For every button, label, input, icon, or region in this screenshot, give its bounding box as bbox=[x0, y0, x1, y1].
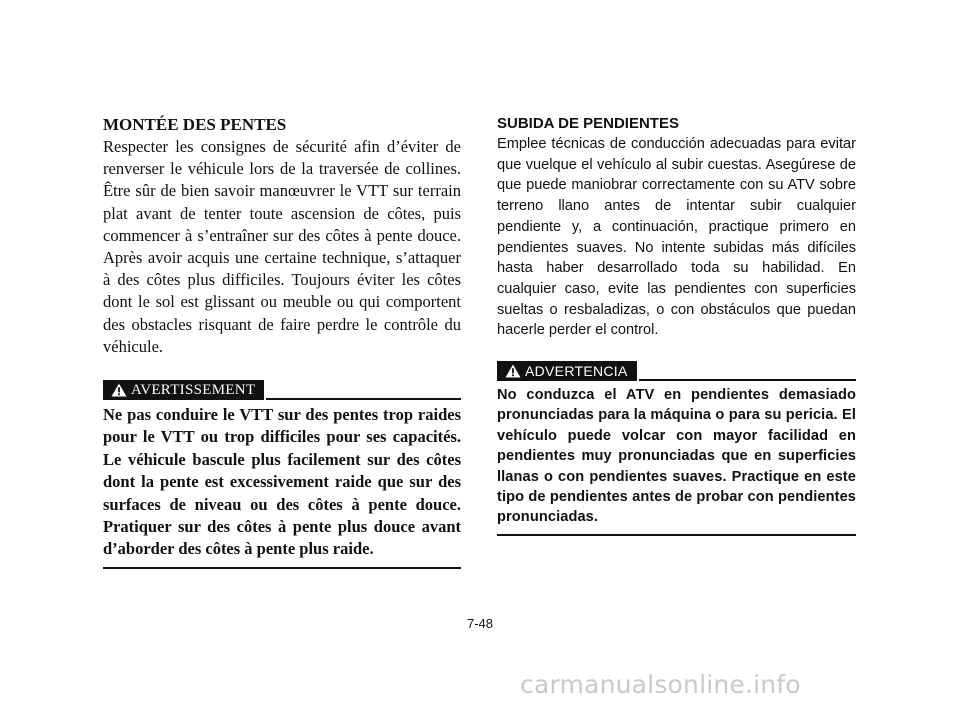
page-number: 7-48 bbox=[466, 616, 494, 631]
section-heading-es: SUBIDA DE PENDIENTES bbox=[497, 115, 679, 132]
warning-end-rule-es bbox=[497, 534, 856, 536]
warning-header-es bbox=[497, 359, 856, 381]
warning-header-rule-fr bbox=[266, 398, 461, 400]
warning-badge-fr bbox=[103, 380, 264, 400]
warning-label-es: ADVERTENCIA bbox=[525, 363, 628, 380]
warning-box-es bbox=[497, 359, 856, 536]
warning-triangle-icon bbox=[505, 364, 521, 378]
watermark: carmanualsonline.info bbox=[520, 670, 801, 699]
warning-text-fr: Ne pas conduire le VTT sur des pentes trop raides pour le VTT ou trop difficiles pour ses capacités. Le véhicule bascule plus facilement sur des côtes dont la pente est excessivement raide que sur des surfaces de niveau ou des côtes à pente douce. Pratiquer sur des côtes à pente plus douce avant d’aborder des côtes à pente plus raide. bbox=[103, 405, 461, 559]
warning-header-rule-es bbox=[639, 379, 856, 381]
warning-badge-es bbox=[497, 361, 637, 381]
warning-text-es: No conduzca el ATV en pendientes demasiado pronunciadas para la máquina o para su pericia. El vehículo puede volcar con mayor facilidad en pendientes muy pronunciadas que en superficies llanas o con pendientes suaves. Practique en este tipo de pendientes antes de probar con pendientes pronunciadas. bbox=[497, 387, 856, 526]
warning-box-fr bbox=[103, 378, 461, 569]
french-column bbox=[103, 114, 461, 569]
spanish-column bbox=[497, 114, 856, 536]
warning-end-rule-fr bbox=[103, 567, 461, 569]
section-heading-fr: MONTÉE DES PENTES bbox=[103, 115, 287, 134]
body-text-es: Emplee técnicas de conducción adecuadas para evitar que vuelque el vehículo al subir cuestas. Asegúrese de que puede maniobrar correctamente con su ATV sobre terreno llano antes de intentar subir cualquier pendiente y, a continuación, practique primero en pendientes suaves. No intente subidas más difíciles hasta haber desarrollado toda su habilidad. En cualquier caso, evite las pendientes con superficies sueltas o resbaladizas, o con obstáculos que puedan hacerle perder el control. bbox=[497, 136, 856, 339]
warning-triangle-icon bbox=[111, 383, 127, 397]
warning-header-fr bbox=[103, 378, 461, 400]
body-text-fr: Respecter les consignes de sécurité afin d’éviter de renverser le véhicule lors de la traversée de collines. Être sûr de bien savoir manœuvrer le VTT sur terrain plat avant de tenter toute ascension de côtes, puis commencer à s’entraîner sur des côtes à pente douce. Après avoir acquis une certaine technique, s’attaquer à des côtes plus difficiles. Toujours éviter les côtes dont le sol est glissant ou meuble ou qui comportent des obstacles risquant de faire perdre le contrôle du véhicule. bbox=[103, 137, 461, 356]
warning-label-fr: AVERTISSEMENT bbox=[131, 381, 256, 398]
